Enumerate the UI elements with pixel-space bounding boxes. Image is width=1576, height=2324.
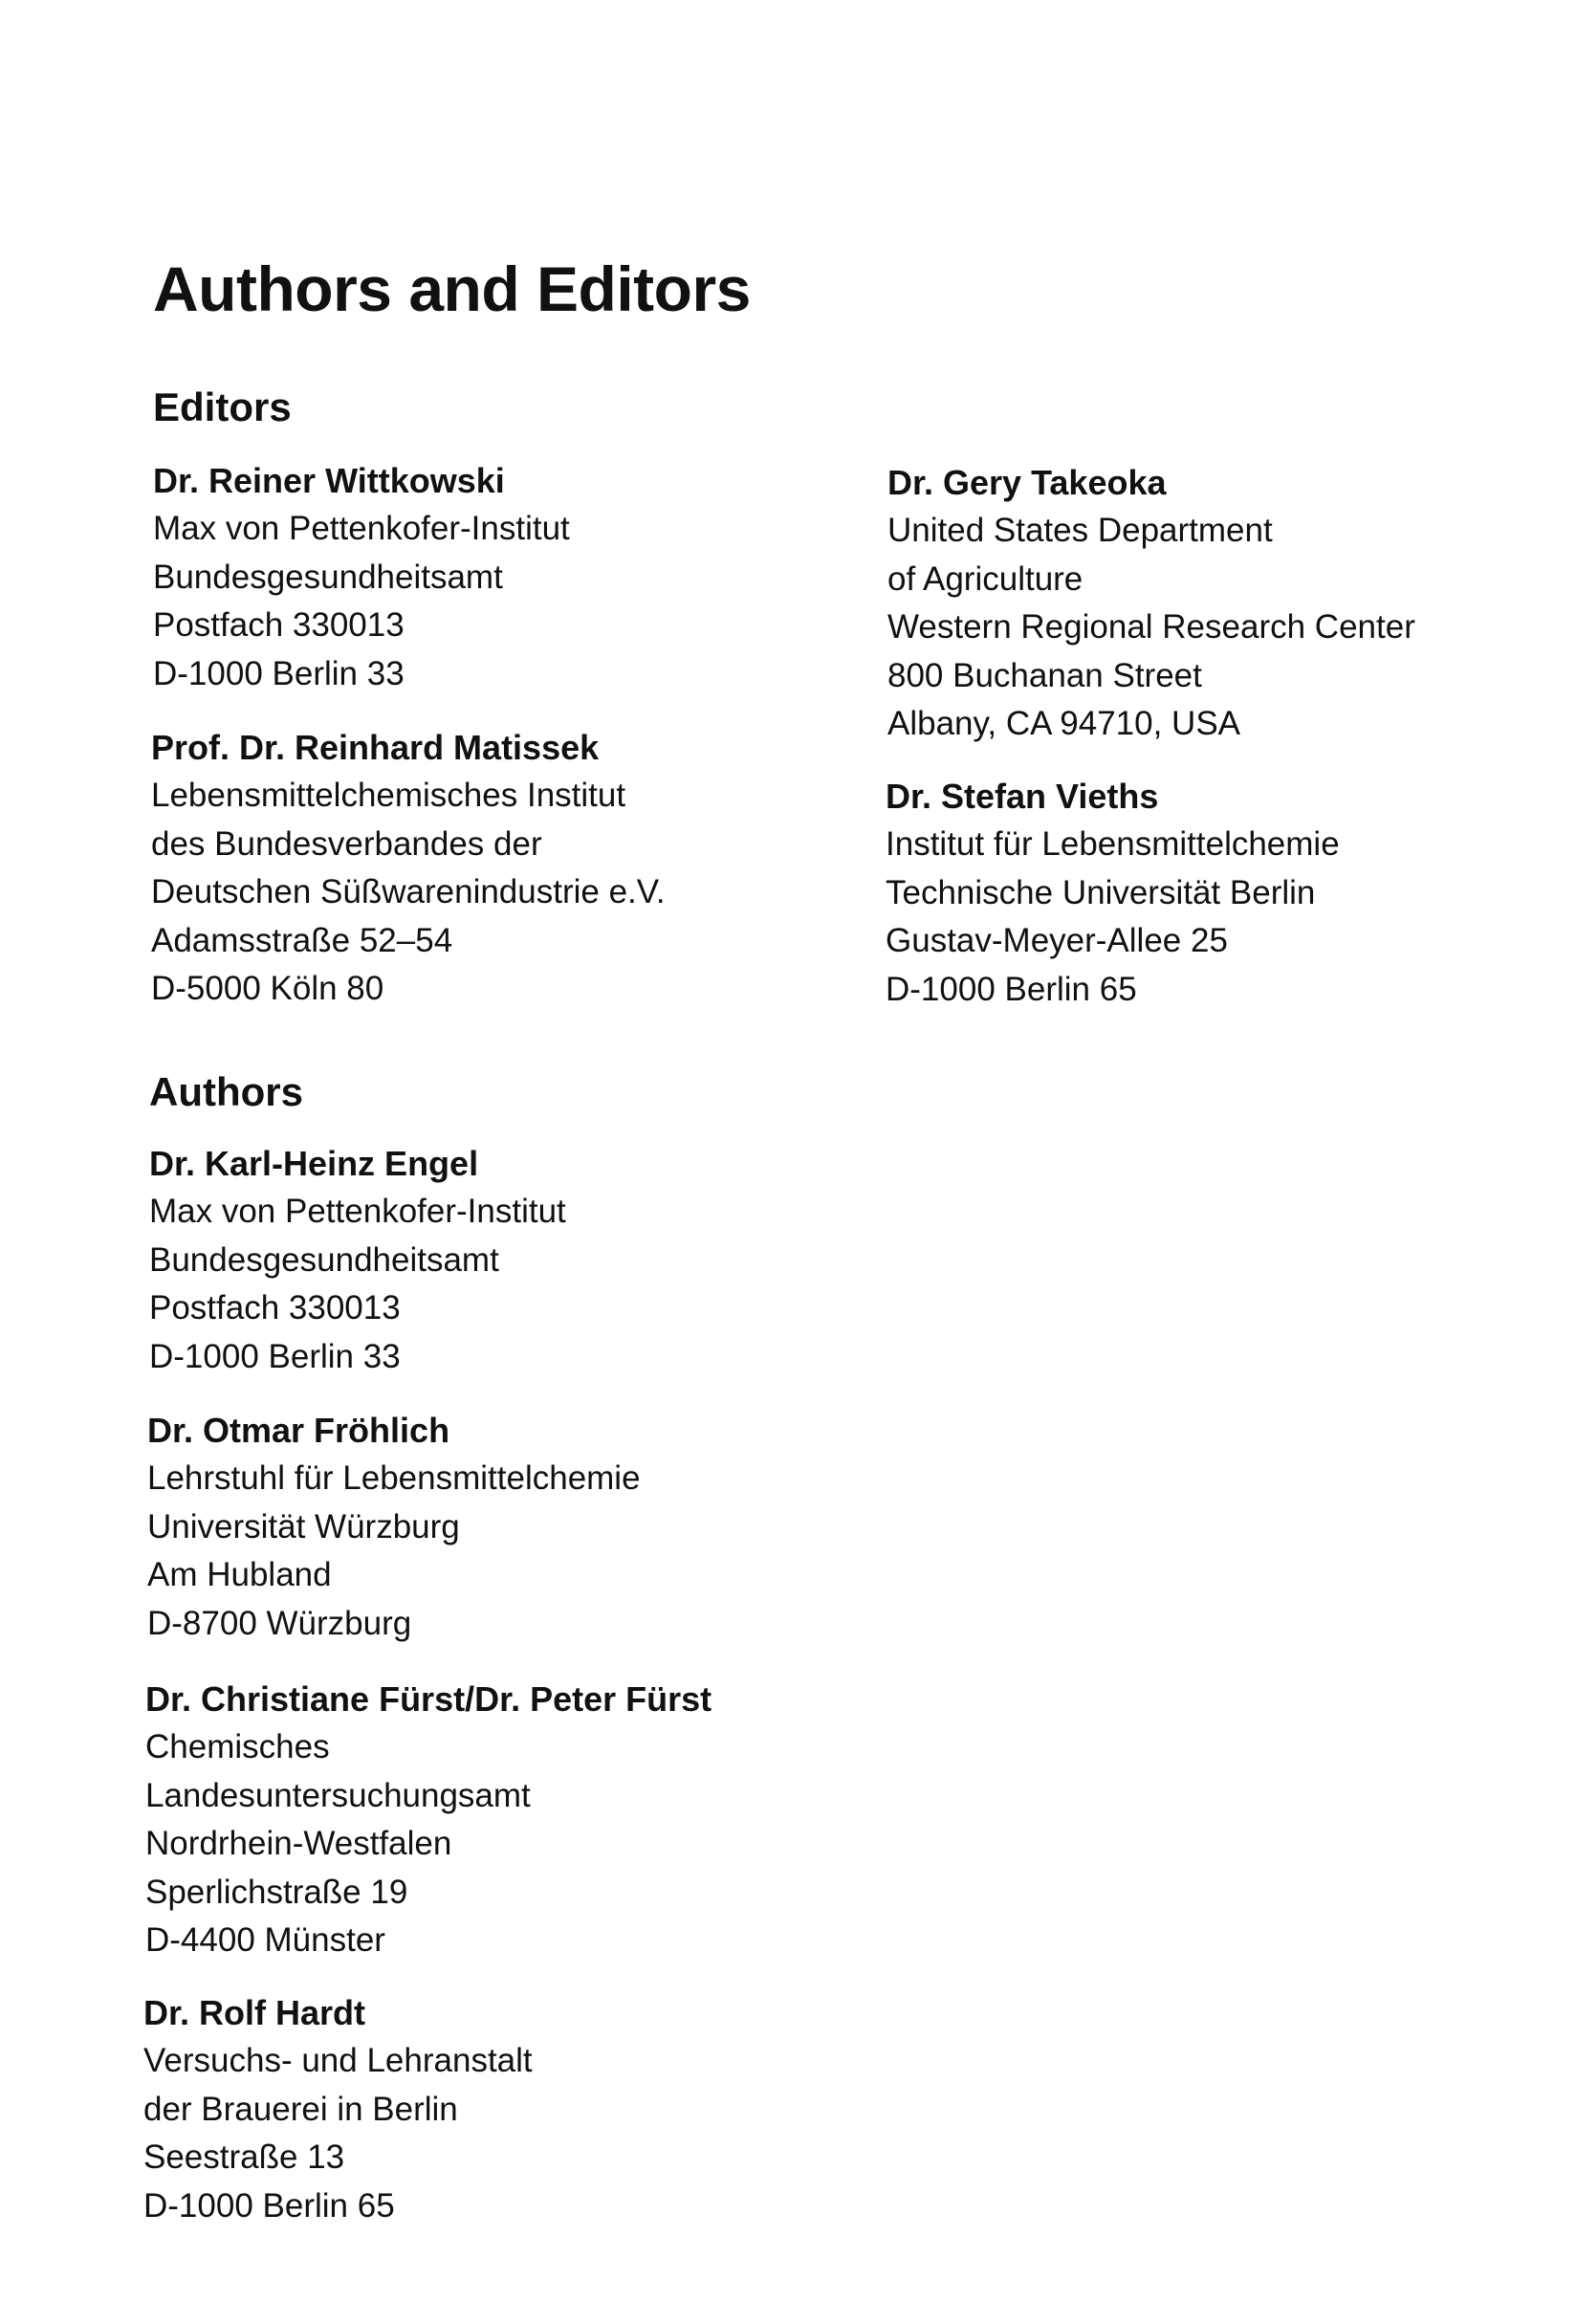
address-line: Gustav-Meyer-Allee 25 bbox=[886, 922, 1228, 959]
authors-heading: Authors bbox=[149, 1069, 303, 1114]
address-line: D-5000 Köln 80 bbox=[151, 970, 384, 1007]
person-name: Dr. Otmar Fröhlich bbox=[147, 1411, 450, 1450]
editor-entry bbox=[886, 773, 1576, 1014]
address-line: D-1000 Berlin 65 bbox=[886, 970, 1137, 1008]
page-title: Authors and Editors bbox=[153, 253, 751, 324]
address-line: Deutschen Süßwarenindustrie e.V. bbox=[151, 873, 666, 910]
address-line: Lehrstuhl für Lebensmittelchemie bbox=[147, 1459, 641, 1497]
address-line: Max von Pettenkofer-Institut bbox=[149, 1193, 566, 1230]
address-line: der Brauerei in Berlin bbox=[143, 2090, 458, 2128]
address-line: Technische Universität Berlin bbox=[886, 873, 1316, 911]
address-line: Western Regional Research Center bbox=[887, 608, 1415, 646]
author-entry bbox=[145, 1676, 872, 1965]
address-line: Lebensmittelchemisches Institut bbox=[151, 777, 626, 814]
address-line: Nordrhein-Westfalen bbox=[145, 1825, 452, 1862]
person-name: Dr. Reiner Wittkowski bbox=[153, 461, 505, 500]
address-line: Postfach 330013 bbox=[149, 1289, 401, 1326]
editor-entry bbox=[887, 459, 1576, 749]
address-line: D-1000 Berlin 65 bbox=[143, 2186, 395, 2225]
address-line: Sperlichstraße 19 bbox=[145, 1873, 408, 1911]
address-line: Am Hubland bbox=[147, 1556, 332, 1593]
person-name: Dr. Gery Takeoka bbox=[887, 463, 1167, 502]
address-line: Postfach 330013 bbox=[153, 606, 405, 644]
address-line: Chemisches bbox=[145, 1728, 330, 1765]
person-name: Dr. Rolf Hardt bbox=[143, 1993, 366, 2032]
address-line: Adamsstraße 52–54 bbox=[151, 921, 453, 959]
address-line: D-1000 Berlin 33 bbox=[149, 1337, 401, 1375]
address-line: Bundesgesundheitsamt bbox=[149, 1240, 499, 1279]
author-entry bbox=[149, 1140, 876, 1381]
editor-entry bbox=[153, 457, 880, 698]
address-line: Landesuntersuchungsamt bbox=[145, 1776, 531, 1814]
address-line: Seestraße 13 bbox=[143, 2138, 345, 2176]
address-line: Bundesgesundheitsamt bbox=[153, 558, 503, 596]
person-name: Dr. Stefan Vieths bbox=[886, 777, 1159, 816]
person-name: Prof. Dr. Reinhard Matissek bbox=[151, 728, 600, 767]
address-line: Universität Würzburg bbox=[147, 1507, 460, 1546]
editor-entry bbox=[151, 724, 878, 1014]
author-entry bbox=[143, 1989, 870, 2230]
address-line: D-4400 Münster bbox=[145, 1921, 385, 1959]
address-line: United States Department bbox=[887, 512, 1273, 549]
author-entry bbox=[147, 1407, 874, 1648]
editors-heading: Editors bbox=[153, 384, 292, 429]
address-line: Max von Pettenkofer-Institut bbox=[153, 510, 570, 547]
address-line: 800 Buchanan Street bbox=[887, 656, 1202, 694]
address-line: Albany, CA 94710, USA bbox=[887, 705, 1241, 742]
person-name: Dr. Christiane Fürst/Dr. Peter Fürst bbox=[145, 1679, 712, 1719]
address-line: of Agriculture bbox=[887, 559, 1084, 598]
address-line: Versuchs- und Lehranstalt bbox=[143, 2042, 533, 2079]
address-line: Institut für Lebensmittelchemie bbox=[886, 825, 1340, 863]
address-line: des Bundesverbandes der bbox=[151, 824, 542, 863]
person-name: Dr. Karl-Heinz Engel bbox=[149, 1144, 479, 1183]
address-line: D-1000 Berlin 33 bbox=[153, 654, 405, 692]
address-line: D-8700 Würzburg bbox=[147, 1604, 412, 1642]
